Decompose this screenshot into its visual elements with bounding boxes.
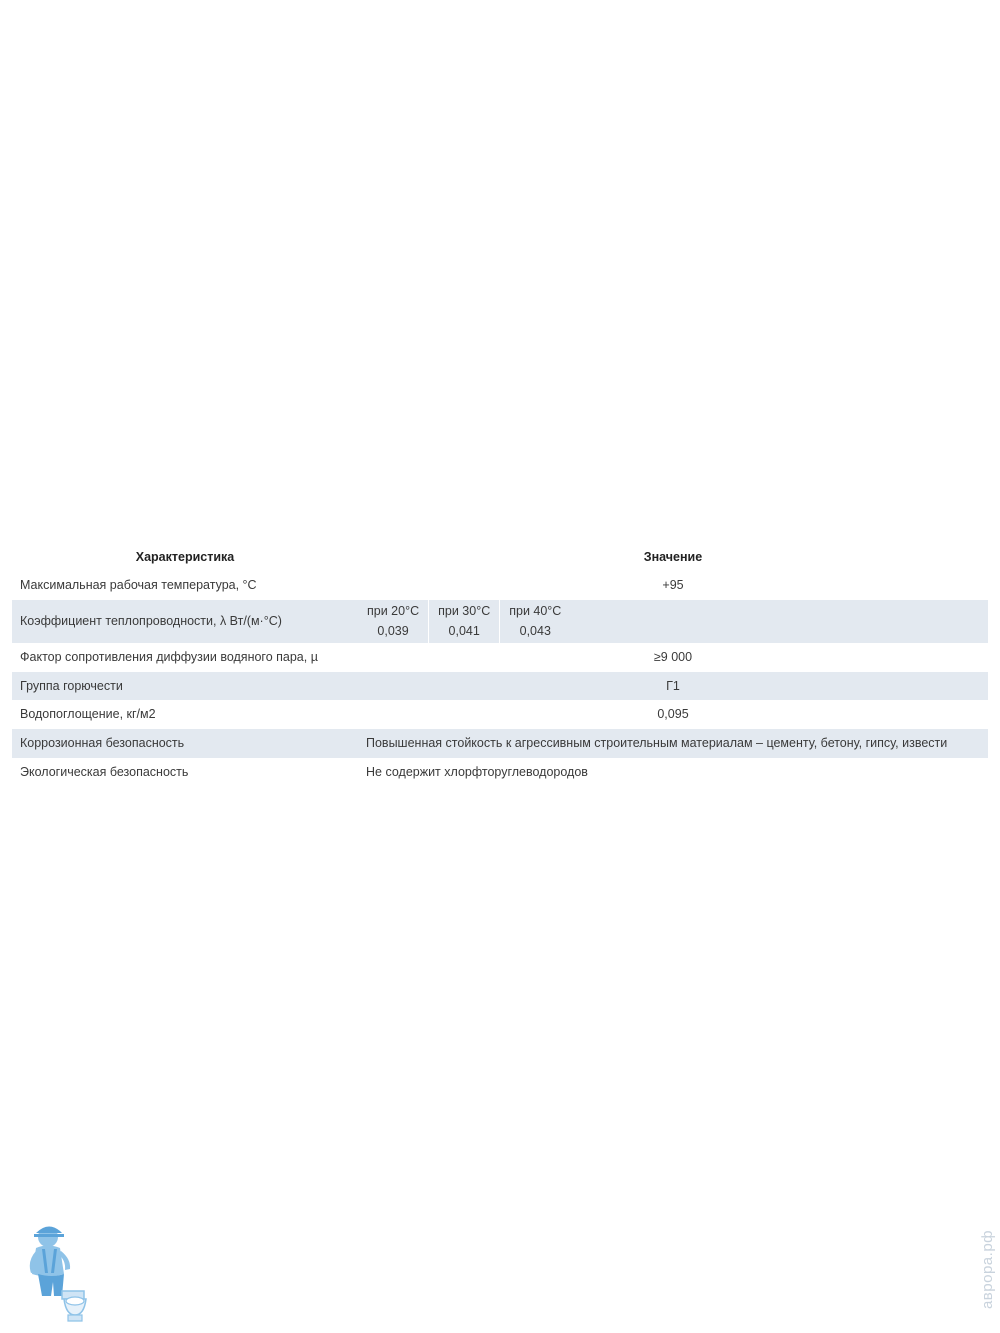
specifications-table-container <box>12 545 988 787</box>
row-parameter: Водопоглощение, кг/м2 <box>12 700 358 729</box>
row-value: ≥9 000 <box>358 643 988 672</box>
conductivity-value-cell: 0,041 <box>429 623 500 643</box>
table-row <box>12 672 988 701</box>
plumber-logo-icon <box>18 1221 90 1325</box>
table-row <box>12 571 988 600</box>
row-parameter: Максимальная рабочая температура, °C <box>12 571 358 600</box>
table-row <box>12 758 988 787</box>
watermark: аврора.рф <box>979 1229 996 1309</box>
row-value: Не содержит хлорфторуглеводородов <box>358 758 988 787</box>
conductivity-temperature-row <box>358 600 570 623</box>
table-row <box>12 600 988 643</box>
table-head <box>12 545 988 571</box>
conductivity-temp-cell: при 30°C <box>429 600 500 623</box>
row-parameter: Коррозионная безопасность <box>12 729 358 758</box>
row-parameter: Фактор сопротивления диффузии водяного пара, µ <box>12 643 358 672</box>
table-body <box>12 571 988 787</box>
specifications-table <box>12 545 988 787</box>
conductivity-subtable <box>358 600 570 643</box>
column-header-value: Значение <box>358 545 988 571</box>
row-parameter: Коэффициент теплопроводности, λ Вт/(м·°C) <box>12 600 358 643</box>
conductivity-temp-cell: при 20°C <box>358 600 429 623</box>
row-parameter: Экологическая безопасность <box>12 758 358 787</box>
table-header-row <box>12 545 988 571</box>
conductivity-value-cell: 0,039 <box>358 623 429 643</box>
conductivity-value-cell: 0,043 <box>519 623 551 638</box>
row-value: 0,095 <box>358 700 988 729</box>
table-row <box>12 700 988 729</box>
column-header-characteristic: Характеристика <box>12 545 358 571</box>
table-row <box>12 729 988 758</box>
row-parameter: Группа горючести <box>12 672 358 701</box>
table-row <box>12 643 988 672</box>
row-value: Г1 <box>358 672 988 701</box>
row-value: Повышенная стойкость к агрессивным строительным материалам – цементу, бетону, гипсу, извести <box>358 729 988 758</box>
row-value <box>358 600 988 643</box>
row-value: +95 <box>358 571 988 600</box>
conductivity-temp-cell: при 40°C <box>509 603 562 618</box>
conductivity-value-row <box>358 623 570 643</box>
